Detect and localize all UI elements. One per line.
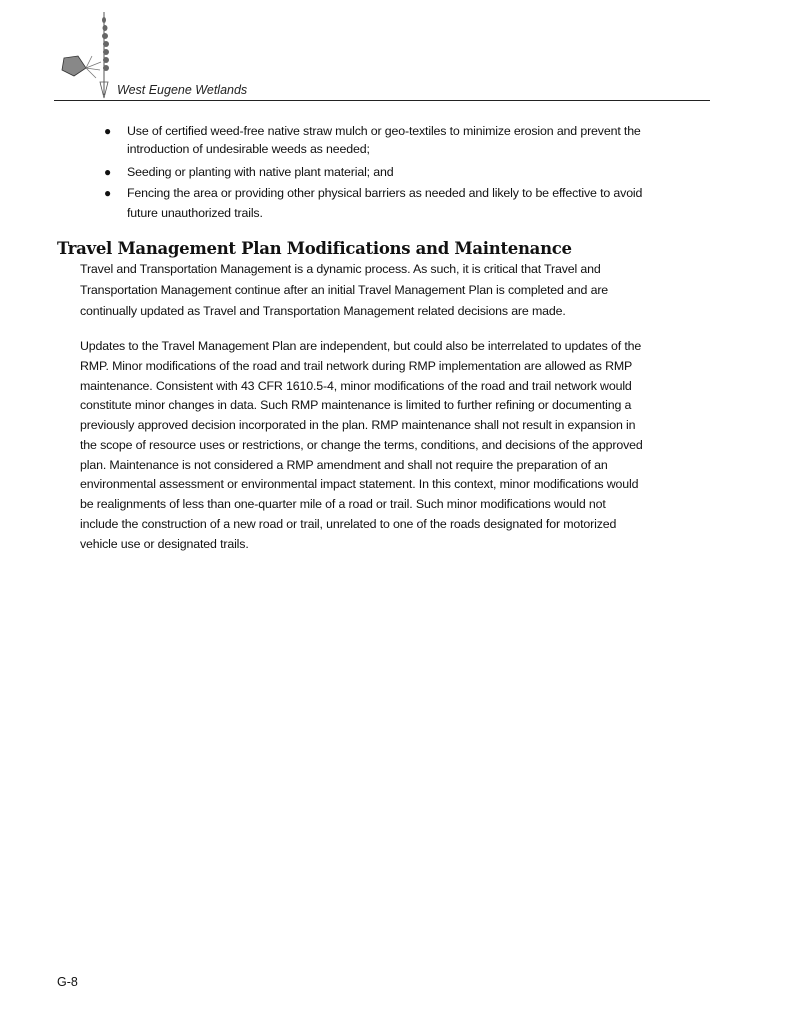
- section-heading: Travel Management Plan Modifications and Maintenance: [57, 239, 572, 258]
- paragraph-line: continually updated as Travel and Transportation Management related decisions are made.: [80, 304, 566, 318]
- paragraph-line: Travel and Transportation Management is a dynamic process. As such, it is critical that Travel and: [80, 262, 601, 276]
- header-rule: [54, 100, 710, 101]
- paragraph-line: Transportation Management continue after an initial Travel Management Plan is completed and are: [80, 283, 609, 297]
- page-number: G-8: [57, 975, 78, 989]
- header-title: West Eugene Wetlands: [117, 83, 248, 97]
- paragraph-line: constitute minor changes in data. Such RMP maintenance is limited to further refining or documenting a: [80, 398, 632, 412]
- bullet-text: Use of certified weed-free native straw mulch or geo-textiles to minimize erosion and prevent the: [127, 124, 641, 138]
- bullet-text: Fencing the area or providing other physical barriers as needed and likely to be effective to avoid: [127, 186, 643, 200]
- paragraph-line: RMP. Minor modifications of the road and trail network during RMP implementation are allowed as RMP: [80, 359, 633, 373]
- bullet-text: future unauthorized trails.: [127, 206, 263, 220]
- bullet-icon: ●: [104, 165, 112, 179]
- bullet-text: introduction of undesirable weeds as needed;: [127, 142, 370, 156]
- bullet-icon: ●: [104, 124, 112, 138]
- paragraph-line: environmental assessment or environmental impact statement. In this context, minor modifications would: [80, 477, 639, 491]
- paragraph-line: maintenance. Consistent with 43 CFR 1610.5-4, minor modifications of the road and trail network would: [80, 379, 632, 393]
- paragraph-line: vehicle use or designated trails.: [80, 537, 249, 551]
- paragraph-line: include the construction of a new road or trail, unrelated to one of the roads designated for motorized: [80, 517, 617, 531]
- paragraph-line: previously approved decision incorporated in the plan. RMP maintenance shall not result in expansion in: [80, 418, 636, 432]
- paragraph-line: be realignments of less than one-quarter mile of a road or trail. Such minor modifications would not: [80, 497, 606, 511]
- paragraph-line: plan. Maintenance is not considered a RMP amendment and shall not require the preparation of an: [80, 458, 608, 472]
- bullet-icon: ●: [104, 186, 112, 200]
- paragraph-line: the scope of resource uses or restrictions, or change the terms, conditions, and decisions of the approved: [80, 438, 643, 452]
- paragraph-line: Updates to the Travel Management Plan are independent, but could also be interrelated to updates of the: [80, 339, 642, 353]
- bullet-text: Seeding or planting with native plant material; and: [127, 165, 394, 179]
